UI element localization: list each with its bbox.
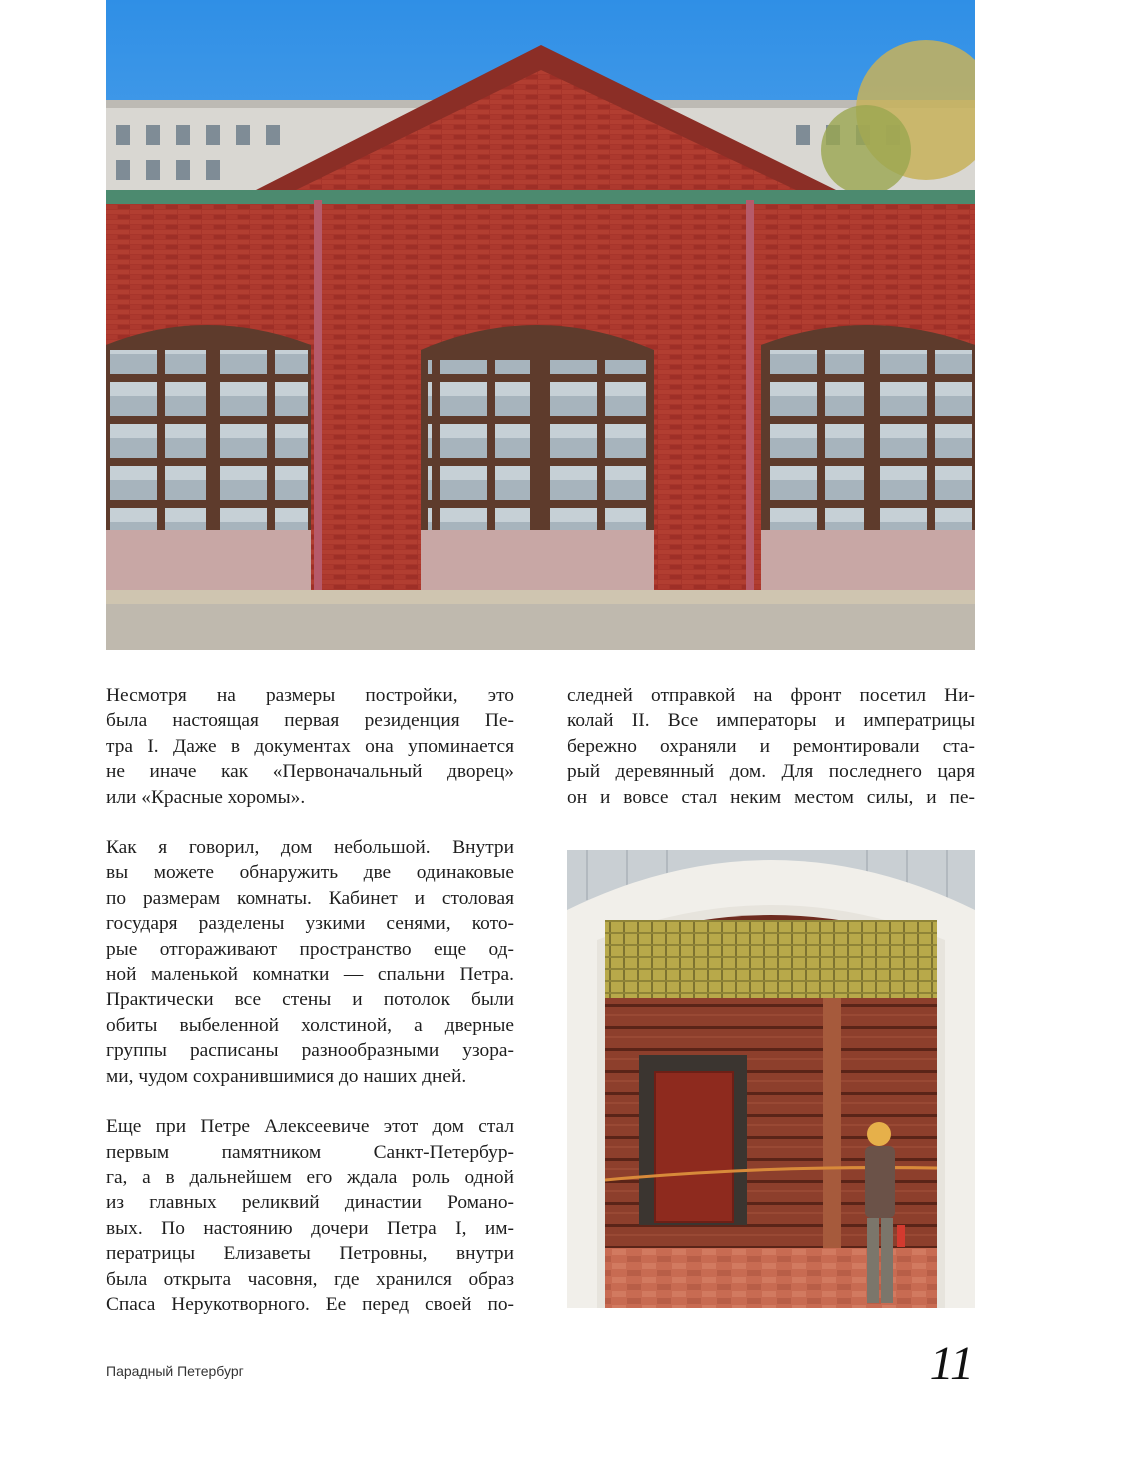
- text-line: была открыта часовня, где хранился образ: [106, 1268, 514, 1290]
- paragraph-continuation: [567, 683, 975, 810]
- text-line: Несмотря на размеры постройки, это: [106, 685, 514, 706]
- right-text-column: [567, 683, 975, 835]
- side-photo: [567, 850, 975, 1308]
- text-line: ной маленькой комнатки — спальни Петра.: [106, 964, 514, 986]
- wooden-log-house-photo: [567, 850, 975, 1308]
- text-line: га, а в дальнейшем его ждала роль одной: [106, 1166, 514, 1188]
- paragraph-2: [106, 835, 514, 1089]
- text-line: Еще при Петре Алексеевиче этот дом стал: [106, 1116, 514, 1138]
- text-line: обиты выбеленной холстиной, а дверные: [106, 1014, 514, 1036]
- text-line: тра I. Даже в документах она упоминается: [106, 735, 514, 757]
- text-line: колай II. Все императоры и императрицы: [567, 710, 975, 732]
- text-line: ми, чудом сохранившимися до наших дней.: [106, 1065, 467, 1087]
- red-brick-house-photo: [106, 0, 975, 650]
- text-line: рый деревянный дом. Для последнего царя: [567, 761, 975, 783]
- text-line: была настоящая первая резиденция Пе-: [106, 710, 514, 732]
- text-line: ператрицы Елизаветы Петровны, внутри: [106, 1243, 514, 1265]
- top-photo: [106, 0, 975, 650]
- text-line: не иначе как «Первоначальный дворец»: [106, 761, 514, 783]
- text-line: государя разделены узкими сенями, кото-: [106, 913, 514, 935]
- left-text-column: [106, 683, 514, 1342]
- text-line: первым памятником Санкт-Петербур-: [106, 1141, 514, 1163]
- paragraph-3: [106, 1114, 514, 1317]
- paragraph-1: [106, 683, 514, 810]
- text-line: по размерам комнаты. Кабинет и столовая: [106, 887, 514, 909]
- text-line: группы расписаны разнообразными узора-: [106, 1040, 514, 1062]
- text-line: следней отправкой на фронт посетил Ни-: [567, 685, 975, 706]
- footer-publication-title: Парадный Петербург: [106, 1363, 244, 1379]
- text-line: вых. По настоянию дочери Петра I, им-: [106, 1217, 514, 1239]
- text-line: он и вовсе стал неким местом силы, и пе-: [567, 786, 975, 808]
- text-line: вы можете обнаружить две одинаковые: [106, 862, 514, 884]
- text-line: Спаса Нерукотворного. Ее перед своей по-: [106, 1293, 514, 1315]
- text-line: Практически все стены и потолок были: [106, 989, 514, 1011]
- text-line: из главных реликвий династии Романо-: [106, 1192, 514, 1214]
- text-line: бережно охраняли и ремонтировали ста-: [567, 735, 975, 757]
- text-line: рые отгораживают пространство еще од-: [106, 938, 514, 960]
- page-number: 11: [929, 1337, 974, 1390]
- text-line: Как я говорил, дом небольшой. Внутри: [106, 837, 514, 859]
- text-line: или «Красные хоромы».: [106, 786, 306, 808]
